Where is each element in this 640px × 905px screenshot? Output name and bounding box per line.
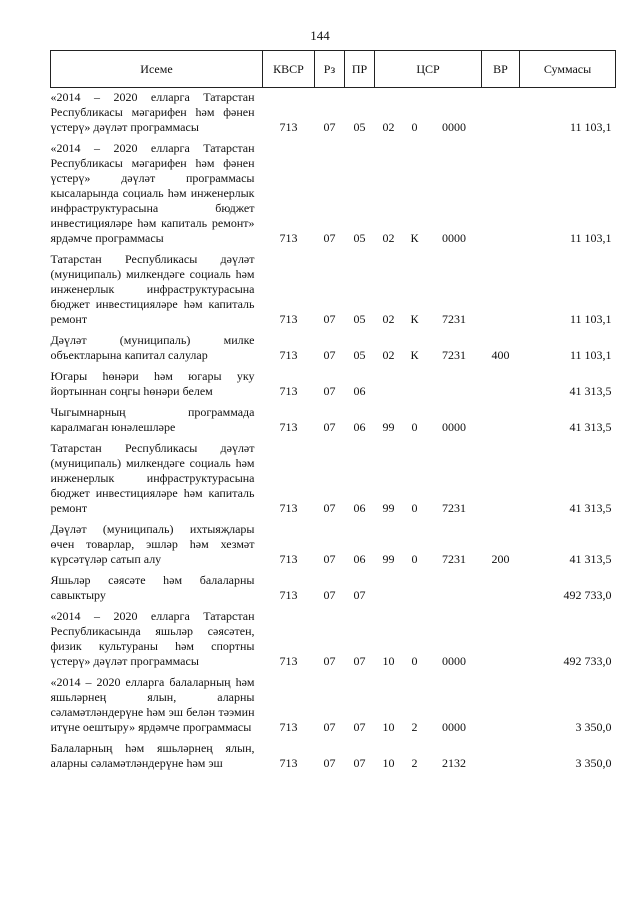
row-name: Дәүләт (муниципаль) ихтыяҗлары өчен товарлар, эшләр һәм хезмәт күрсәтүләр сатып алу — [50, 522, 255, 566]
row-rz: 07 — [323, 756, 336, 770]
row-csr-subprogram: 0 — [411, 420, 418, 434]
row-pr: 06 — [353, 501, 366, 515]
row-rz: 07 — [323, 720, 336, 734]
row-csr-program: 10 — [382, 756, 395, 770]
row-name: Балаларның һәм яшьләрнең ялын, аларны сәламәтләндерүне һәм эш — [50, 741, 255, 770]
row-csr-program: 02 — [382, 312, 395, 326]
row-pr: 05 — [353, 231, 366, 245]
row-name: Яшьләр сәясәте һәм балаларны савыктыру — [50, 573, 255, 602]
row-csr-direction: 7231 — [442, 312, 466, 326]
row-pr: 06 — [353, 420, 366, 434]
row-rz: 07 — [323, 120, 336, 134]
row-csr-direction: 0000 — [442, 654, 466, 668]
row-vr — [482, 248, 520, 329]
row-sum: 41 313,5 — [569, 384, 612, 398]
row-csr-program: 10 — [382, 720, 395, 734]
header-pr: ПР — [345, 51, 375, 88]
row-csr-subprogram: 0 — [411, 501, 418, 515]
row-csr-direction: 0000 — [442, 420, 466, 434]
row-pr: 07 — [353, 720, 366, 734]
table-row — [51, 248, 616, 329]
row-sum: 3 350,0 — [575, 756, 612, 770]
row-csr-program: 02 — [382, 120, 395, 134]
row-kvsr: 713 — [279, 654, 298, 668]
row-sum: 11 103,1 — [569, 348, 612, 362]
row-kvsr: 713 — [279, 588, 298, 602]
row-vr — [482, 605, 520, 671]
header-rz: Рз — [315, 51, 345, 88]
row-sum: 3 350,0 — [575, 720, 612, 734]
row-sum: 492 733,0 — [563, 588, 612, 602]
row-name: Татарстан Республикасы дәүләт (муниципаль) милкендәге социаль һәм инженерлык инфраструктурасына бюджет инвестицияләре һәм капиталь ремонт — [50, 441, 255, 515]
row-name: «2014 – 2020 елларга Татарстан Республикасы мәгарифен һәм фәнен үстерү» дәүләт программасы — [50, 90, 255, 134]
row-rz: 07 — [323, 654, 336, 668]
row-csr-subprogram: 2 — [411, 720, 418, 734]
table-row — [51, 569, 616, 605]
table-row — [51, 137, 616, 248]
row-rz: 07 — [323, 384, 336, 398]
row-name: Дәүләт (муниципаль) милке объектларына капитал салулар — [50, 333, 255, 362]
row-vr — [482, 737, 520, 773]
row-csr-direction: 7231 — [442, 552, 466, 566]
row-name: «2014 – 2020 елларга Татарстан Республикасында яшьләр сәясәтен, физик культураны һәм спортны үстерү» дәүләт программасы — [50, 609, 255, 668]
row-vr — [482, 437, 520, 518]
row-csr-direction: 0000 — [442, 720, 466, 734]
row-vr — [482, 137, 520, 248]
table-row — [51, 88, 616, 138]
row-csr-direction: 0000 — [442, 120, 466, 134]
row-rz: 07 — [323, 312, 336, 326]
row-csr-subprogram — [403, 365, 427, 401]
table-row — [51, 671, 616, 737]
table-row — [51, 737, 616, 773]
row-csr-program: 99 — [382, 501, 395, 515]
row-rz: 07 — [323, 231, 336, 245]
row-rz: 07 — [323, 501, 336, 515]
row-rz: 07 — [323, 588, 336, 602]
table-row — [51, 605, 616, 671]
row-vr: 200 — [491, 552, 510, 566]
table-row — [51, 365, 616, 401]
budget-table — [50, 50, 616, 773]
row-csr-direction — [427, 569, 482, 605]
row-csr-subprogram — [403, 569, 427, 605]
table-row — [51, 437, 616, 518]
row-pr: 07 — [353, 756, 366, 770]
row-kvsr: 713 — [279, 348, 298, 362]
row-pr: 05 — [353, 348, 366, 362]
table-body — [51, 88, 616, 774]
row-csr-program — [375, 569, 403, 605]
page-number: 144 — [310, 28, 330, 43]
row-csr-subprogram: К — [410, 231, 419, 245]
row-csr-subprogram: 0 — [411, 552, 418, 566]
row-sum: 492 733,0 — [563, 654, 612, 668]
row-kvsr: 713 — [279, 312, 298, 326]
table-header — [51, 51, 616, 88]
row-vr — [482, 671, 520, 737]
row-name: Югары һөнәри һәм югары уку йортыннан соңгы һөнәри белем — [50, 369, 255, 398]
table-row — [51, 401, 616, 437]
row-rz: 07 — [323, 552, 336, 566]
row-vr — [482, 88, 520, 138]
row-csr-subprogram: 0 — [411, 120, 418, 134]
row-sum: 11 103,1 — [569, 120, 612, 134]
row-vr: 400 — [491, 348, 510, 362]
row-csr-subprogram: К — [410, 348, 419, 362]
header-sum: Суммасы — [520, 51, 616, 88]
row-vr — [482, 365, 520, 401]
row-csr-program — [375, 365, 403, 401]
row-sum: 11 103,1 — [569, 312, 612, 326]
header-kvsr: КВСР — [263, 51, 315, 88]
row-kvsr: 713 — [279, 720, 298, 734]
row-csr-direction: 7231 — [442, 501, 466, 515]
row-sum: 41 313,5 — [569, 552, 612, 566]
row-vr — [482, 569, 520, 605]
row-pr: 05 — [353, 120, 366, 134]
header-vr: ВР — [482, 51, 520, 88]
row-csr-subprogram: К — [410, 312, 419, 326]
row-vr — [482, 401, 520, 437]
row-rz: 07 — [323, 420, 336, 434]
row-csr-program: 99 — [382, 420, 395, 434]
row-csr-direction: 0000 — [442, 231, 466, 245]
row-csr-direction: 2132 — [442, 756, 466, 770]
row-pr: 05 — [353, 312, 366, 326]
row-name: «2014 – 2020 елларга балаларның һәм яшьләрнең ялын, аларны сәламәтләндерүне һәм эш белән тәэмин итүне оештыру» ярдәмче программасы — [50, 675, 255, 734]
header-csr: ЦСР — [375, 51, 482, 88]
row-sum: 11 103,1 — [569, 231, 612, 245]
row-name: «2014 – 2020 елларга Татарстан Республикасы мәгарифен һәм фәнен үстерү» дәүләт программасы кысаларында социаль һәм инженерлык инфраструктурасына бюджет инвестицияләре һәм капиталь ремонт» ярдәмче программасы — [50, 141, 255, 245]
header-name: Исеме — [51, 51, 263, 88]
row-csr-program: 02 — [382, 231, 395, 245]
row-pr: 07 — [353, 654, 366, 668]
row-name: Татарстан Республикасы дәүләт (муниципаль) милкендәге социаль һәм инженерлык инфраструктурасына бюджет инвестицияләре һәм капиталь ремонт — [50, 252, 255, 326]
row-kvsr: 713 — [279, 120, 298, 134]
table-row — [51, 518, 616, 569]
row-sum: 41 313,5 — [569, 501, 612, 515]
row-csr-program: 10 — [382, 654, 395, 668]
row-csr-direction — [427, 365, 482, 401]
table-row — [51, 329, 616, 365]
row-kvsr: 713 — [279, 501, 298, 515]
row-pr: 06 — [353, 384, 366, 398]
row-kvsr: 713 — [279, 552, 298, 566]
row-csr-subprogram: 0 — [411, 654, 418, 668]
row-kvsr: 713 — [279, 231, 298, 245]
row-csr-subprogram: 2 — [411, 756, 418, 770]
row-pr: 06 — [353, 552, 366, 566]
row-name: Чыгымнарның программада каралмаган юнәлешләре — [50, 405, 255, 434]
row-csr-program: 02 — [382, 348, 395, 362]
row-csr-program: 99 — [382, 552, 395, 566]
row-rz: 07 — [323, 348, 336, 362]
row-kvsr: 713 — [279, 756, 298, 770]
row-pr: 07 — [353, 588, 366, 602]
row-csr-direction: 7231 — [442, 348, 466, 362]
row-kvsr: 713 — [279, 420, 298, 434]
row-sum: 41 313,5 — [569, 420, 612, 434]
row-kvsr: 713 — [279, 384, 298, 398]
